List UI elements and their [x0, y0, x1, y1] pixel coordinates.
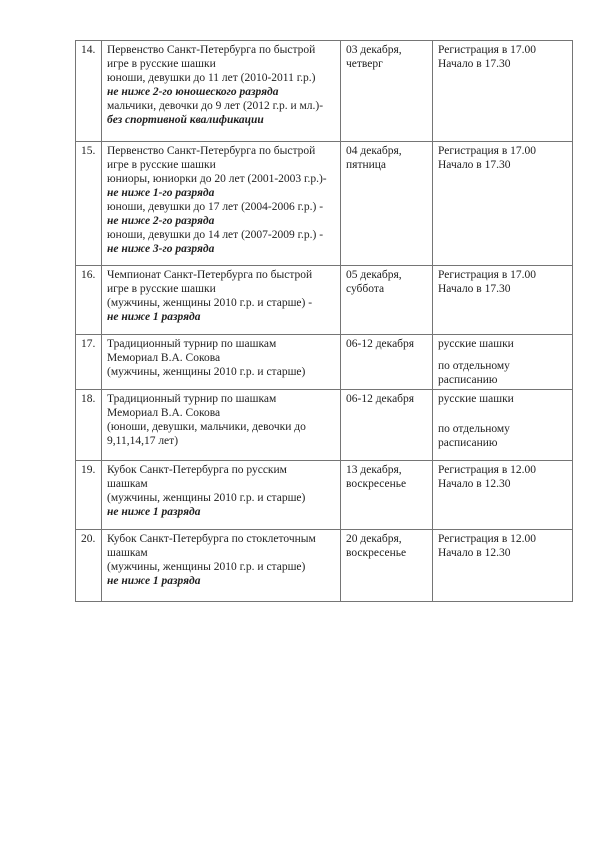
date-line: 20 декабря,	[346, 533, 402, 545]
registration-info-cell	[433, 461, 573, 530]
info-line: русские шашки	[438, 338, 514, 350]
registration-info-cell	[433, 266, 573, 335]
date-line: 06-12 декабря	[346, 393, 415, 405]
row-number-cell	[76, 530, 102, 602]
event-text-line: Мемориал В.А. Сокова	[107, 352, 221, 364]
date-line: 13 декабря,	[346, 464, 402, 476]
row-number-cell	[76, 41, 102, 142]
event-cell	[102, 335, 341, 390]
event-text-line: (мужчины, женщины 2010 г.р. и старше) -	[107, 297, 313, 309]
row-number-cell	[76, 390, 102, 461]
info-line: Регистрация в 12.00	[438, 533, 536, 545]
event-text-line: шашкам	[107, 547, 148, 559]
event-cell	[102, 266, 341, 335]
date-line: суббота	[346, 283, 385, 295]
info-line: Начало в 12.30	[438, 478, 511, 490]
event-text-line: (мужчины, женщины 2010 г.р. и старше)	[107, 366, 306, 378]
event-requirement-line: не ниже 2-го разряда	[107, 215, 215, 227]
spacer	[438, 414, 567, 422]
table-row	[76, 142, 573, 266]
table-row	[76, 41, 573, 142]
row-number: 14.	[81, 44, 96, 56]
date-cell	[341, 41, 433, 142]
event-text-line: юноши, девушки до 17 лет (2004-2006 г.р.) -	[107, 201, 324, 213]
row-number-cell	[76, 335, 102, 390]
date-cell	[341, 390, 433, 461]
date-cell	[341, 335, 433, 390]
event-cell	[102, 461, 341, 530]
table-row	[76, 530, 573, 602]
date-line: воскресенье	[346, 478, 407, 490]
event-text-line: Традиционный турнир по шашкам	[107, 338, 277, 350]
event-text-line: Кубок Санкт-Петербурга по стоклеточным	[107, 533, 316, 545]
table-row	[76, 461, 573, 530]
date-line: пятница	[346, 159, 387, 171]
event-text-line: Традиционный турнир по шашкам	[107, 393, 277, 405]
row-number: 18.	[81, 393, 96, 405]
event-cell	[102, 390, 341, 461]
info-line: Регистрация в 17.00	[438, 269, 536, 281]
info-line: Регистрация в 17.00	[438, 44, 536, 56]
event-requirement-line: не ниже 3-го разряда	[107, 243, 215, 255]
registration-info-cell	[433, 335, 573, 390]
event-cell	[102, 530, 341, 602]
date-cell	[341, 266, 433, 335]
info-line: Начало в 17.30	[438, 159, 511, 171]
row-number: 15.	[81, 145, 96, 157]
info-line: Начало в 17.30	[438, 283, 511, 295]
row-number: 16.	[81, 269, 96, 281]
registration-info-cell	[433, 530, 573, 602]
event-text-line: (мужчины, женщины 2010 г.р. и старше)	[107, 561, 306, 573]
table-row	[76, 390, 573, 461]
event-text-line: игре в русские шашки	[107, 159, 216, 171]
event-requirement-line: не ниже 1 разряда	[107, 575, 201, 587]
info-line: Начало в 17.30	[438, 58, 511, 70]
spacer	[438, 406, 567, 414]
registration-info-cell	[433, 142, 573, 266]
event-requirement-line: не ниже 1-го разряда	[107, 187, 215, 199]
date-line: 03 декабря,	[346, 44, 402, 56]
event-text-line: Чемпионат Санкт-Петербурга по быстрой	[107, 269, 313, 281]
date-line: 06-12 декабря	[346, 338, 415, 350]
date-line: четверг	[346, 58, 383, 70]
event-text-line: юноши, девушки до 14 лет (2007-2009 г.р.) -	[107, 229, 324, 241]
event-requirement-line: не ниже 1 разряда	[107, 506, 201, 518]
info-line: по отдельному	[438, 360, 510, 372]
event-cell	[102, 142, 341, 266]
event-text-line: Мемориал В.А. Сокова	[107, 407, 221, 419]
event-requirement-line: не ниже 2-го юношеского разряда	[107, 86, 279, 98]
registration-info-cell	[433, 41, 573, 142]
event-text-line: (юноши, девушки, мальчики, девочки до	[107, 421, 306, 433]
event-text-line: Первенство Санкт-Петербурга по быстрой	[107, 44, 316, 56]
table-row	[76, 266, 573, 335]
info-line: расписанию	[438, 437, 498, 449]
row-number-cell	[76, 461, 102, 530]
registration-info-cell	[433, 390, 573, 461]
info-line: русские шашки	[438, 393, 514, 405]
event-requirement-line: без спортивной квалификации	[107, 114, 264, 126]
row-number-cell	[76, 142, 102, 266]
date-line: 04 декабря,	[346, 145, 402, 157]
info-line: Начало в 12.30	[438, 547, 511, 559]
event-text-line: юниоры, юниорки до 20 лет (2001-2003 г.р.)-	[107, 173, 327, 185]
row-number: 17.	[81, 338, 96, 350]
event-text-line: мальчики, девочки до 9 лет (2012 г.р. и мл.)-	[107, 100, 324, 112]
row-number: 20.	[81, 533, 96, 545]
event-text-line: юноши, девушки до 11 лет (2010-2011 г.р.)	[107, 72, 316, 84]
info-line: Регистрация в 17.00	[438, 145, 536, 157]
event-requirement-line: не ниже 1 разряда	[107, 311, 201, 323]
schedule-table-body	[76, 41, 573, 602]
date-line: воскресенье	[346, 547, 407, 559]
event-text-line: Кубок Санкт-Петербурга по русским	[107, 464, 287, 476]
table-row	[76, 335, 573, 390]
date-cell	[341, 530, 433, 602]
date-line: 05 декабря,	[346, 269, 402, 281]
event-text-line: (мужчины, женщины 2010 г.р. и старше)	[107, 492, 306, 504]
event-text-line: игре в русские шашки	[107, 283, 216, 295]
event-text-line: 9,11,14,17 лет)	[107, 435, 179, 447]
event-cell	[102, 41, 341, 142]
row-number-cell	[76, 266, 102, 335]
event-text-line: Первенство Санкт-Петербурга по быстрой	[107, 145, 316, 157]
schedule-table	[75, 40, 573, 602]
spacer	[438, 351, 567, 359]
date-cell	[341, 142, 433, 266]
info-line: расписанию	[438, 374, 498, 386]
info-line: по отдельному	[438, 423, 510, 435]
event-text-line: игре в русские шашки	[107, 58, 216, 70]
event-text-line: шашкам	[107, 478, 148, 490]
info-line: Регистрация в 12.00	[438, 464, 536, 476]
row-number: 19.	[81, 464, 96, 476]
date-cell	[341, 461, 433, 530]
